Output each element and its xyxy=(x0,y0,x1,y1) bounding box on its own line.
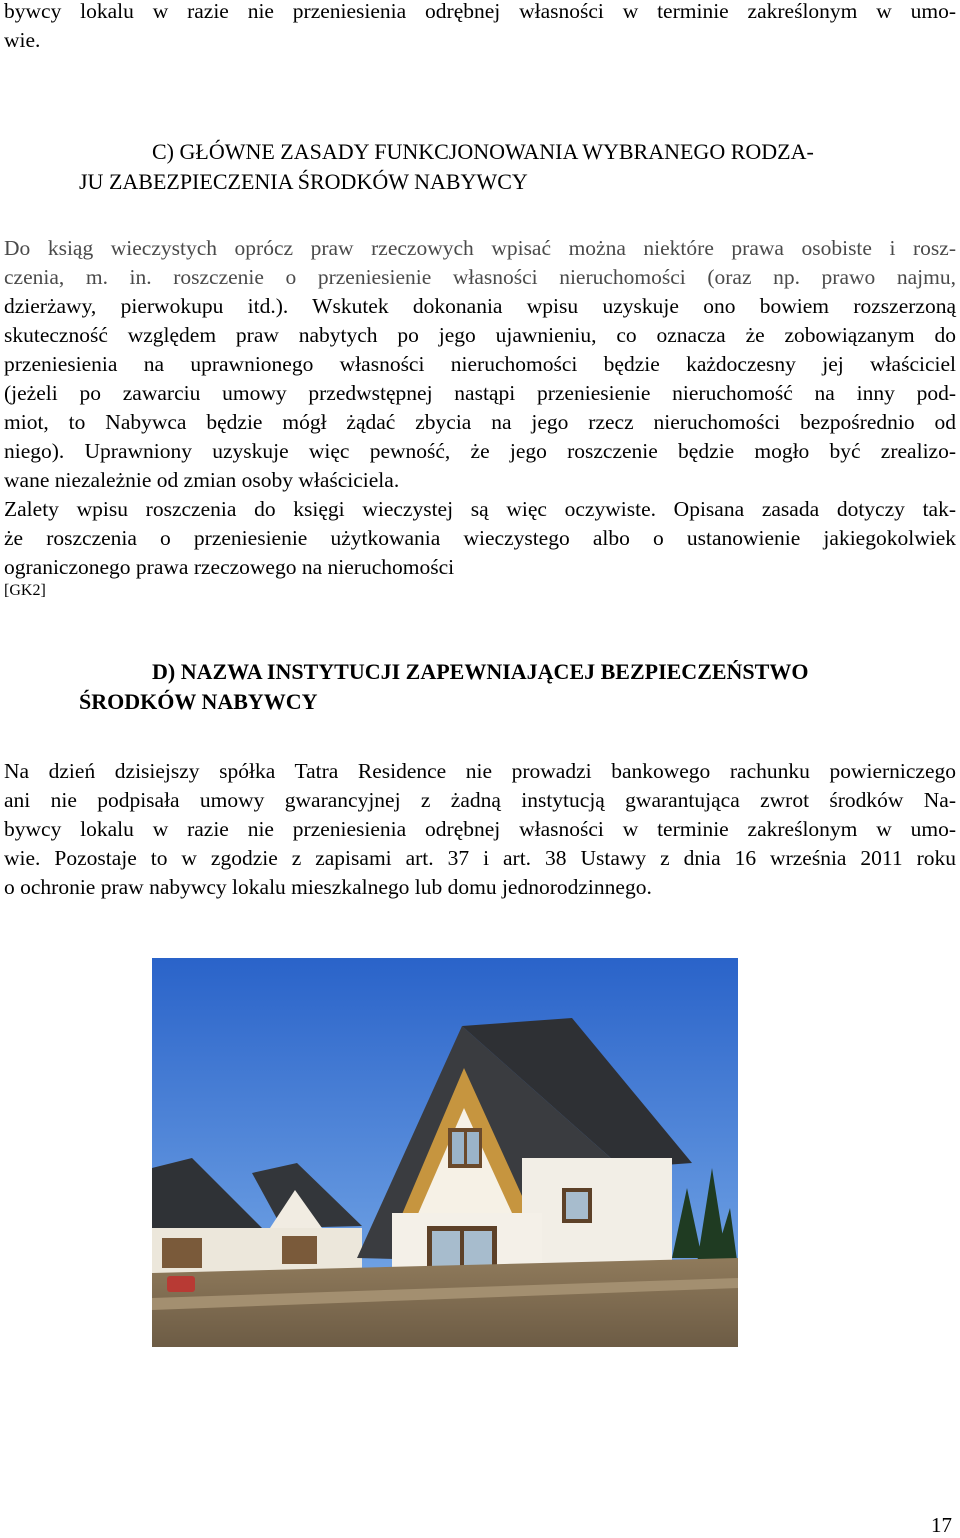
section-c-paragraph xyxy=(4,234,956,582)
text-line: (jeżeli po zawarciu umowy przedwstępnej nastąpi przeniesienie nieruchomość na inny pod- xyxy=(4,381,956,405)
section-d-heading xyxy=(79,657,959,717)
heading-line: D) NAZWA INSTYTUCJI ZAPEWNIAJĄCEJ BEZPIECZEŃSTWO xyxy=(152,659,809,684)
heading-line: ŚRODKÓW NABYWCY xyxy=(79,689,318,714)
text-line: Na dzień dzisiejszy spółka Tatra Residence nie prowadzi bankowego rachunku powierniczego xyxy=(4,759,956,783)
text-line: czenia, m. in. roszczenie o przeniesienie własności nieruchomości (oraz np. prawo najmu, xyxy=(4,265,956,289)
reference-tag: [GK2] xyxy=(4,582,46,599)
text-line: przeniesienia na uprawnionego własności nieruchomości będzie każdoczesny jej właściciel xyxy=(4,352,956,376)
text-line: o ochronie praw nabywcy lokalu mieszkalnego lub domu jednorodzinnego. xyxy=(4,875,652,899)
text-line: że roszczenia o przeniesienie użytkowania wieczystego albo o ustanowienie jakiegokolwiek xyxy=(4,526,956,550)
text-line: bywcy lokalu w razie nie przeniesienia odrębnej własności w terminie zakreślonym w umo- xyxy=(4,0,956,23)
text-line: ani nie podpisała umowy gwarancyjnej z żadną instytucją gwarantująca zwrot środków Na- xyxy=(4,788,956,812)
text-line: skuteczność względem praw nabytych po jego ujawnieniu, co oznacza że zobowiązanym do xyxy=(4,323,956,347)
text-line: Do ksiąg wieczystych oprócz praw rzeczowych wpisać można niektóre prawa osobiste i rosz- xyxy=(4,236,956,260)
text-line: niego). Uprawniony uzyskuje więc pewność, że jego roszczenie będzie mogło być zrealizo- xyxy=(4,439,956,463)
photo-illustration xyxy=(152,958,738,1347)
text-line: miot, to Nabywca będzie mógł żądać zbycia na jego rzecz nieruchomości bezpośrednio od xyxy=(4,410,956,434)
section-c-heading xyxy=(79,137,959,197)
section-d-paragraph xyxy=(4,757,956,902)
page-number: 17 xyxy=(931,1513,952,1537)
text-line: bywcy lokalu w razie nie przeniesienia odrębnej własności w terminie zakreślonym w umo- xyxy=(4,817,956,841)
mountain-houses-photo xyxy=(152,958,738,1347)
text-line: dzierżawy, pierwokupu itd.). Wskutek dokonania wpisu uzyskuje ono bowiem rozszerzoną xyxy=(4,294,956,318)
heading-line: JU ZABEZPIECZENIA ŚRODKÓW NABYWCY xyxy=(79,169,528,194)
text-line: wie. Pozostaje to w zgodzie z zapisami art. 37 i art. 38 Ustawy z dnia 16 września 2011 roku xyxy=(4,846,956,870)
heading-line: C) GŁÓWNE ZASADY FUNKCJONOWANIA WYBRANEGO RODZA- xyxy=(152,139,814,164)
text-line: wie. xyxy=(4,28,41,52)
top-paragraph xyxy=(4,0,956,55)
text-line: wane niezależnie od zmian osoby właściciela. xyxy=(4,468,400,492)
text-line: ograniczonego prawa rzeczowego na nieruchomości xyxy=(4,555,455,579)
text-line: Zalety wpisu roszczenia do księgi wieczystej są więc oczywiste. Opisana zasada dotyczy tak- xyxy=(4,497,956,521)
